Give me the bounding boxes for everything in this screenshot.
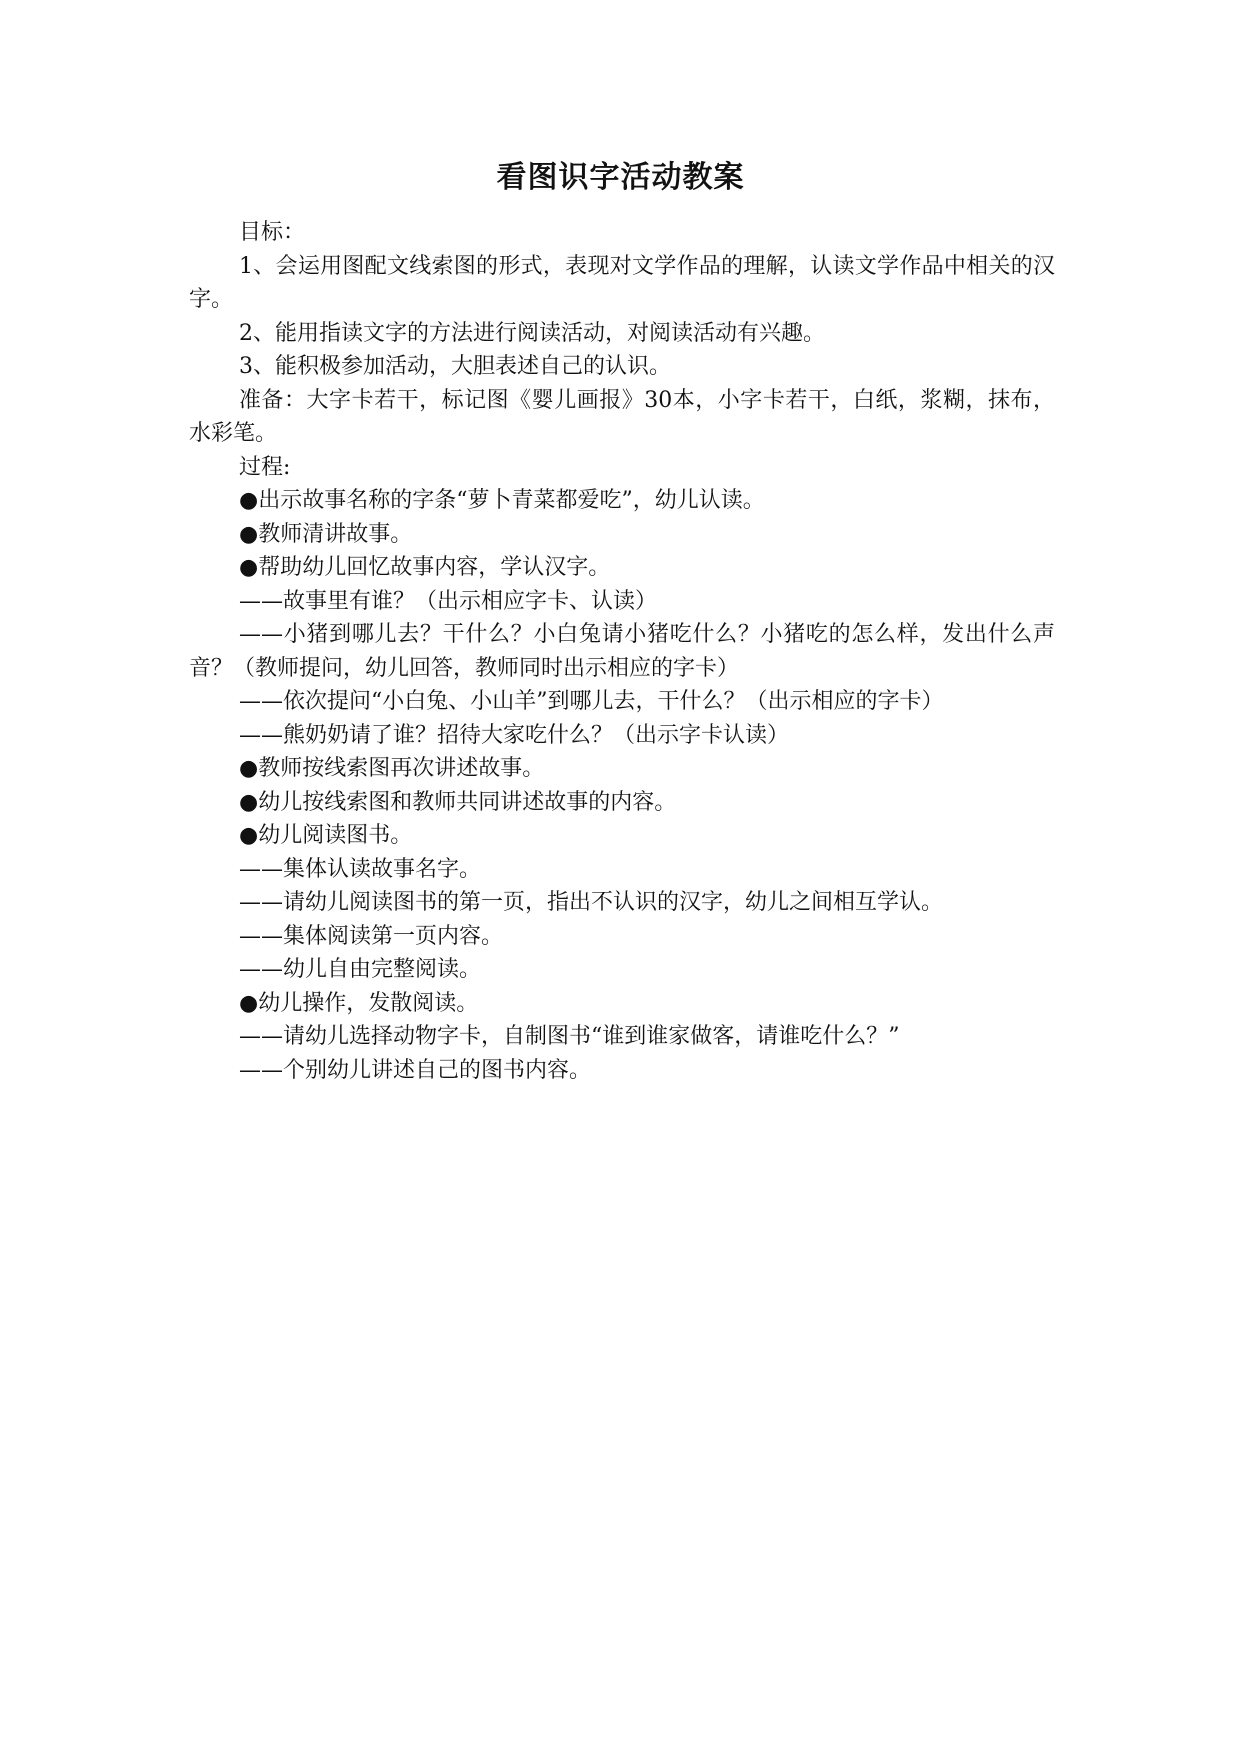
process-step: ●教师清讲故事。	[239, 521, 413, 547]
process-substep: ——幼儿自由完整阅读。	[239, 957, 482, 982]
goal-item: 2、能用指读文字的方法进行阅读活动，对阅读活动有兴趣。	[239, 320, 825, 346]
preparation-paragraph: 准备：大字卡若干，标记图《婴儿画报》30本，小字卡若干，白纸，浆糊，抹布，水彩笔。	[189, 387, 1055, 446]
process-substep: ——请幼儿阅读图书的第一页，指出不认识的汉字，幼儿之间相互学认。	[239, 890, 944, 915]
process-step: ●教师按线索图再次讲述故事。	[239, 756, 545, 781]
process-substep: ——小猪到哪儿去？干什么？小白兔请小猪吃什么？小猪吃的怎么样，发出什么声音？（教师提问，幼儿回答，教师同时出示相应的字卡）	[189, 622, 1055, 681]
process-step: ●幼儿按线索图和教师共同讲述故事的内容。	[239, 789, 677, 815]
section-heading-goals: 目标：	[239, 220, 306, 245]
document-body	[189, 216, 1055, 1087]
goal-item: 3、能积极参加活动，大胆表述自己的认识。	[239, 354, 671, 379]
document-title: 看图识字活动教案	[496, 160, 745, 195]
process-step: ●帮助幼儿回忆故事内容，学认汉字。	[239, 555, 611, 580]
process-step: ●幼儿阅读图书。	[239, 823, 413, 848]
section-heading-process: 过程:	[239, 454, 291, 480]
process-substep: ——集体认读故事名字。	[239, 856, 482, 882]
process-substep: ——集体阅读第一页内容。	[239, 923, 504, 949]
process-substep: ——依次提问“小白兔、小山羊”到哪儿去，干什么？（出示相应的字卡）	[239, 689, 944, 714]
process-substep: ——请幼儿选择动物字卡，自制图书“谁到谁家做客，请谁吃什么？”	[239, 1024, 900, 1049]
process-step: ●出示故事名称的字条“萝卜青菜都爱吃”，幼儿认读。	[239, 488, 765, 513]
goal-item: 1、会运用图配文线索图的形式，表现对文学作品的理解，认读文学作品中相关的汉字。	[189, 253, 1055, 312]
process-step: ●幼儿操作，发散阅读。	[239, 990, 479, 1016]
process-substep: ——个别幼儿讲述自己的图书内容。	[239, 1057, 592, 1083]
process-substep: ——熊奶奶请了谁？招待大家吃什么？（出示字卡认读）	[239, 722, 790, 748]
process-substep: ——故事里有谁？（出示相应字卡、认读）	[239, 588, 658, 614]
